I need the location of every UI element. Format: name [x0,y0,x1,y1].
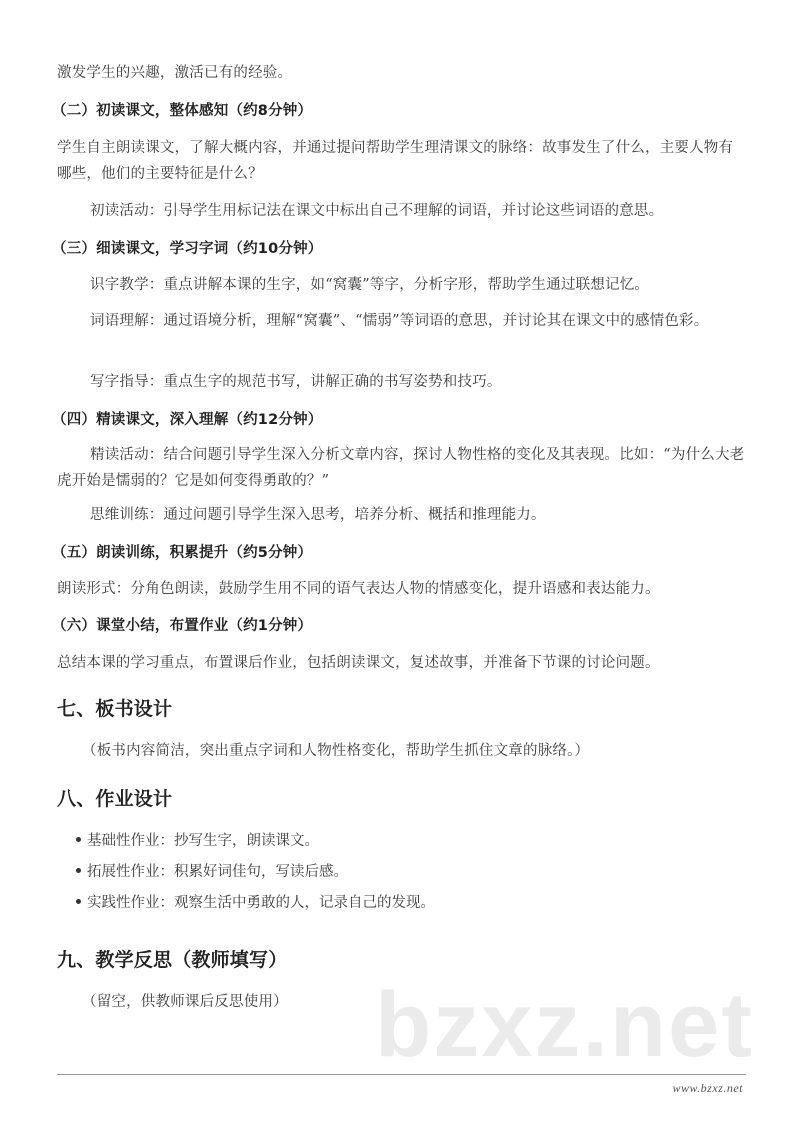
homework-item-text: 实践性作业：观察生活中勇敢的人，记录自己的发现。 [87,895,435,911]
section-5-paragraph-1: 朗读形式：分角色朗读，鼓励学生用不同的语气表达人物的情感变化，提升语感和表达能力。 [57,581,660,597]
major-heading-9: 九、教学反思（教师填写） [57,949,288,971]
section-4-paragraph-2: 思维训练：通过问题引导学生深入思考，培养分析、概括和推理能力。 [90,507,546,523]
homework-item-practice [76,890,435,916]
section-3-paragraph-1: 识字教学：重点讲解本课的生字，如“窝囊”等字，分析字形，帮助学生通过联想记忆。 [90,277,650,293]
intro-tail-paragraph: 激发学生的兴趣，激活已有的经验。 [57,65,293,81]
section-3-paragraph-3: 写字指导：重点生字的规范书写，讲解正确的书写姿势和技巧。 [90,374,502,390]
footer-site-link[interactable]: www.bzxz.net [672,1081,743,1095]
bullet-icon [76,837,81,842]
section-3-paragraph-2: 词语理解：通过语境分析，理解“窝囊”、“懦弱”等词语的意思，并讨论其在课文中的感情色彩。 [90,313,709,329]
board-design-note: （板书内容简洁，突出重点字词和人物性格变化，帮助学生抓住文章的脉络。） [82,743,590,759]
section-6-paragraph-1: 总结本课的学习重点，布置课后作业，包括朗读课文，复述故事，并准备下节课的讨论问题。 [57,655,660,671]
bullet-icon [76,899,81,904]
section-2-paragraph-1: 学生自主朗读课文，了解大概内容，并通过提问帮助学生理清课文的脉络：故事发生了什么，主要人物有哪些，他们的主要特征是什么？ [57,140,734,182]
reflection-placeholder-note: （留空，供教师课后反思使用） [82,994,288,1010]
section-heading-2: （二）初读课文，整体感知（约8分钟） [52,103,313,119]
bullet-icon [76,868,81,873]
section-4-paragraph-1: 精读活动：结合问题引导学生深入分析文章内容，探讨人物性格的变化及其表现。比如：“为什么大老虎开始是懦弱的？它是如何变得勇敢的？” [57,447,745,489]
major-heading-8: 八、作业设计 [57,788,173,810]
section-heading-3: （三）细读课文，学习字词（约10分钟） [52,241,323,257]
major-heading-7: 七、板书设计 [57,698,173,720]
footer-divider [57,1074,746,1075]
homework-item-basic [76,828,319,854]
homework-item-text: 基础性作业：抄写生字，朗读课文。 [87,833,319,849]
homework-item-extension [76,859,348,885]
section-heading-5: （五）朗读训练，积累提升（约5分钟） [52,545,313,561]
section-2-paragraph-2: 初读活动：引导学生用标记法在课文中标出自己不理解的词语，并讨论这些词语的意思。 [90,203,664,219]
watermark-logo: bzxz.net [375,974,754,1076]
section-heading-6: （六）课堂小结，布置作业（约1分钟） [52,618,313,634]
section-heading-4: （四）精读课文，深入理解（约12分钟） [52,412,323,428]
homework-item-text: 拓展性作业：积累好词佳句，写读后感。 [87,864,348,880]
